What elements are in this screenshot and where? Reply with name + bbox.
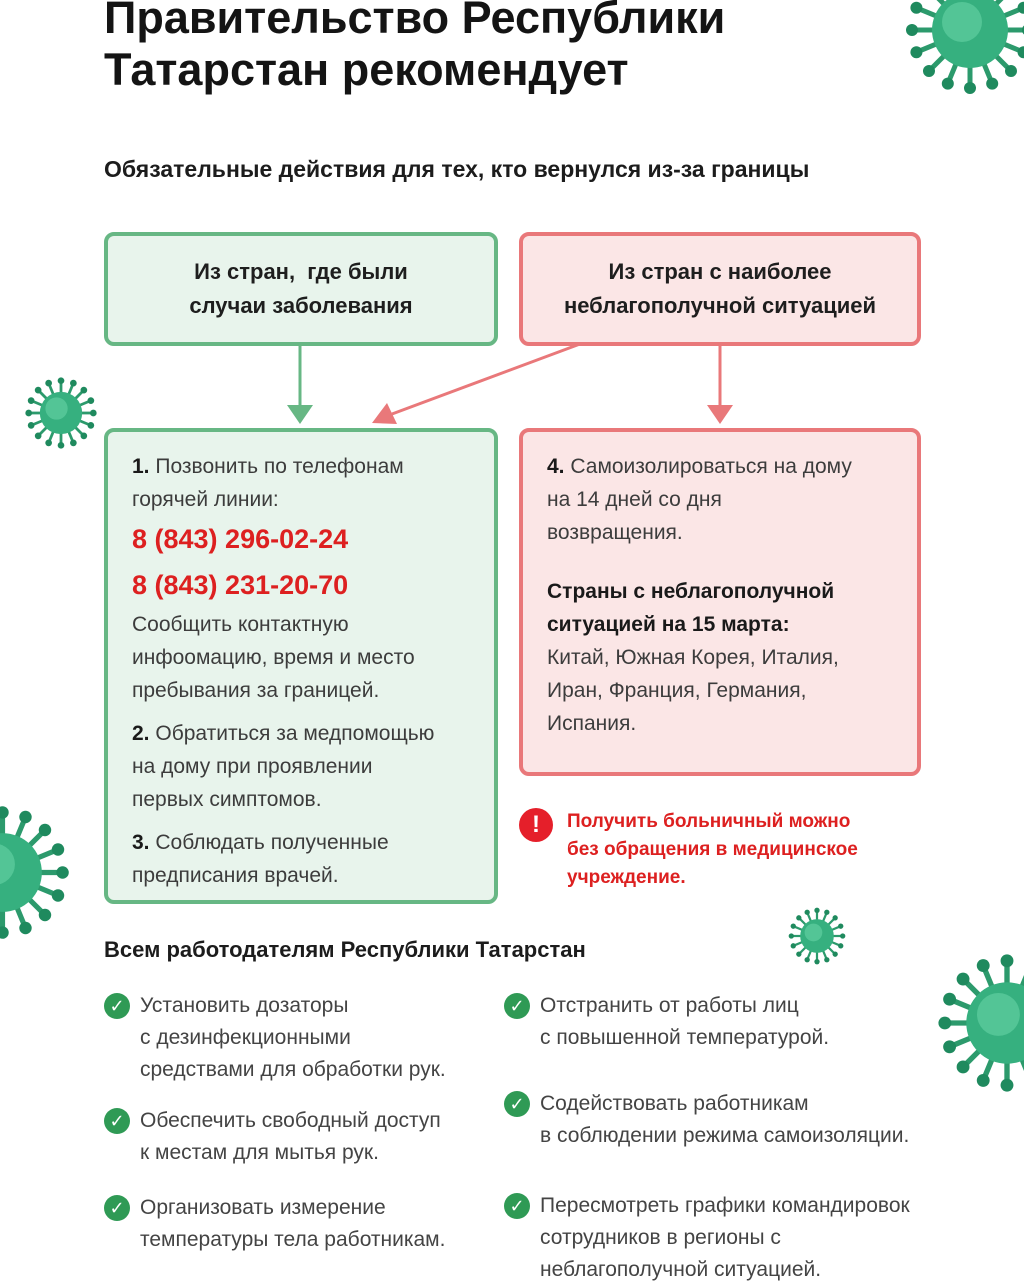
item-text: первых симптомов. xyxy=(132,788,322,811)
box-self-isolation xyxy=(519,428,921,776)
list-item-text: температуры тела работникам. xyxy=(140,1228,446,1251)
item-number: 3. xyxy=(132,831,150,854)
employers-heading: Всем работодателям Республики Татарстан xyxy=(104,937,586,962)
countries-list: Иран, Франция, Германия, xyxy=(547,679,807,702)
list-item xyxy=(504,1190,910,1286)
item-text: предписания врачей. xyxy=(132,864,339,887)
sick-leave-notice xyxy=(519,808,919,892)
item-text: Соблюдать полученные xyxy=(155,831,389,854)
item-text: Позвонить по телефонам xyxy=(155,455,404,478)
item-text: на дому при проявлении xyxy=(132,755,373,778)
check-icon: ✓ xyxy=(104,1195,130,1221)
list-item-text: в соблюдении режима самоизоляции. xyxy=(540,1124,910,1147)
list-item-text: Пересмотреть графики командировок xyxy=(540,1194,910,1217)
flow-arrows xyxy=(0,0,1024,440)
list-item-text: Обеспечить свободный доступ xyxy=(140,1109,441,1132)
virus-icon xyxy=(786,905,848,967)
list-item xyxy=(104,990,446,1086)
list-item xyxy=(504,990,829,1054)
check-icon: ✓ xyxy=(504,1193,530,1219)
countries-heading: Страны с неблагополучной xyxy=(547,580,835,603)
item-text: на 14 дней со дня xyxy=(547,488,722,511)
notice-text: учреждение. xyxy=(567,867,686,888)
notice-text: Получить больничный можно xyxy=(567,811,851,832)
item-text: Обратиться за медпомощью xyxy=(155,722,435,745)
list-item-text: к местам для мытья рук. xyxy=(140,1141,379,1164)
check-icon: ✓ xyxy=(104,993,130,1019)
list-item-text: с повышенной температурой. xyxy=(540,1026,830,1049)
item-text: Сообщить контактную xyxy=(132,613,349,636)
list-item-text: сотрудников в регионы с xyxy=(540,1226,781,1249)
list-item-text: Установить дозаторы xyxy=(140,994,349,1017)
title-line: Татарстан рекомендует xyxy=(104,44,629,95)
check-icon: ✓ xyxy=(104,1108,130,1134)
item-text: горячей линии: xyxy=(132,488,279,511)
virus-icon xyxy=(0,800,75,945)
arrow-icon xyxy=(707,405,733,424)
box-heading-line: неблагополучной ситуацией xyxy=(563,293,877,318)
notice-text: без обращения в медицинское xyxy=(567,839,858,860)
check-icon: ✓ xyxy=(504,1091,530,1117)
hotline-phone[interactable]: 8 (843) 296-02-24 xyxy=(132,524,349,554)
item-text: возвращения. xyxy=(547,521,683,544)
item-number: 1. xyxy=(132,455,150,478)
list-item-text: неблагополучной ситуацией. xyxy=(540,1258,822,1281)
arrow-icon xyxy=(392,344,580,414)
list-item xyxy=(104,1192,445,1256)
box-heading-line: Из стран, где были xyxy=(194,259,408,284)
title-line: Правительство Республики xyxy=(104,0,726,43)
countries-list: Испания. xyxy=(547,712,637,735)
list-item-text: средствами для обработки рук. xyxy=(140,1058,446,1081)
section-subtitle: Обязательные действия для тех, кто вернулся из-за границы xyxy=(104,156,810,182)
list-item-text: с дезинфекционными xyxy=(140,1026,351,1049)
item-text: пребывания за границей. xyxy=(132,679,380,702)
arrow-icon xyxy=(287,405,313,424)
list-item xyxy=(504,1088,909,1152)
countries-heading: ситуацией на 15 марта: xyxy=(547,613,790,636)
list-item-text: Содействовать работникам xyxy=(540,1092,809,1115)
item-text: Самоизолироваться на дому xyxy=(570,455,852,478)
item-number: 2. xyxy=(132,722,150,745)
list-item-text: Отстранить от работы лиц xyxy=(540,994,799,1017)
box-instructions xyxy=(104,428,498,904)
hotline-phone[interactable]: 8 (843) 231-20-70 xyxy=(132,570,349,600)
alert-icon: ! xyxy=(519,808,553,842)
item-text: инфоомацию, время и место xyxy=(132,646,415,669)
list-item-text: Организовать измерение xyxy=(140,1196,386,1219)
list-item xyxy=(104,1105,441,1169)
check-icon: ✓ xyxy=(504,993,530,1019)
item-number: 4. xyxy=(547,455,565,478)
box-heading-line: Из стран с наиболее xyxy=(608,259,832,284)
virus-icon xyxy=(932,948,1024,1098)
countries-list: Китай, Южная Корея, Италия, xyxy=(547,646,839,669)
box-heading-line: случаи заболевания xyxy=(189,293,413,318)
